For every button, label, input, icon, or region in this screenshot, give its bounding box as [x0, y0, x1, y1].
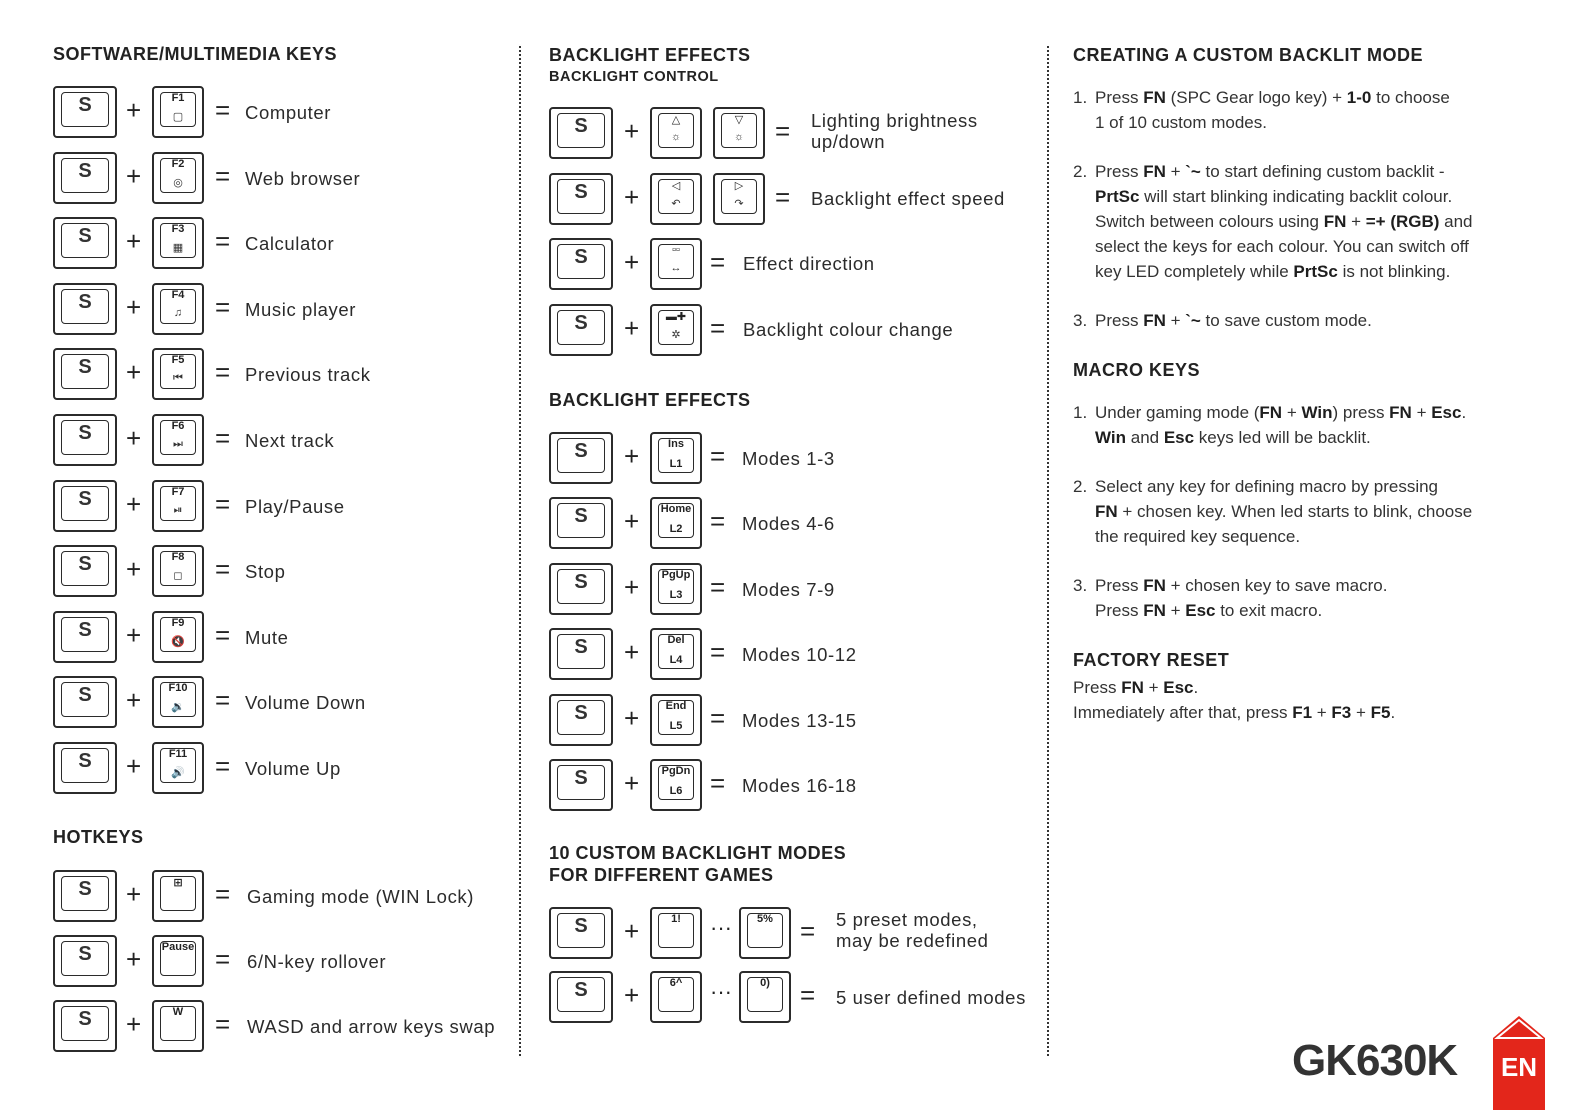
- key-bottom-label: L6: [669, 785, 683, 797]
- step-number: 2.: [1073, 477, 1088, 496]
- spc-logo-icon: S: [574, 246, 588, 269]
- backlight-key: [650, 107, 702, 159]
- plus-sign: +: [624, 441, 640, 471]
- shortcut-label: Next track: [245, 430, 335, 451]
- spc-logo-key: [53, 348, 117, 400]
- key-icon: ▢: [172, 111, 184, 123]
- ellipsis: ···: [710, 915, 732, 940]
- spc-logo-icon: S: [78, 225, 92, 248]
- step-number: 1.: [1073, 88, 1088, 107]
- plus-sign: +: [126, 226, 142, 257]
- function-key-f3: [152, 217, 204, 269]
- function-key-f9: [152, 611, 204, 663]
- key-icon: ✲: [671, 328, 681, 341]
- step-text: Press FN + chosen key to save macro. Press FN + Esc to exit macro.: [1095, 576, 1388, 620]
- spc-logo-icon: S: [78, 943, 92, 965]
- key-top-label: PgDn: [661, 765, 691, 777]
- mode-key-l3: [650, 563, 702, 615]
- shortcut-label: Computer: [245, 102, 332, 123]
- key-top-label: F4: [171, 288, 185, 301]
- shortcut-label: Previous track: [245, 364, 371, 386]
- key-top-label: 0): [760, 977, 770, 989]
- function-key-f1: [152, 86, 204, 138]
- equals-sign: =: [215, 619, 231, 650]
- key-icon: ☼: [733, 131, 745, 143]
- key-top-label: △: [671, 114, 681, 126]
- key-top-label: F9: [171, 616, 185, 629]
- spc-logo-key: [53, 676, 117, 728]
- backlight-label-line2: up/down: [811, 131, 886, 152]
- key-top-label: F6: [171, 420, 185, 432]
- spc-logo-key: [549, 971, 613, 1023]
- hotkeys-heading: HOTKEYS: [53, 827, 144, 847]
- plus-sign: +: [126, 357, 142, 388]
- equals-sign: =: [215, 879, 231, 909]
- spc-logo-key: [53, 935, 117, 987]
- spc-logo-icon: S: [574, 979, 588, 1001]
- spc-logo-key: [53, 545, 117, 597]
- backlight-label: Backlight colour change: [743, 318, 954, 340]
- plus-sign: +: [624, 980, 640, 1010]
- plus-sign: +: [126, 554, 142, 585]
- plus-sign: +: [624, 916, 640, 946]
- step-item: [1073, 474, 1543, 549]
- equals-sign: =: [710, 247, 726, 278]
- plus-sign: +: [624, 506, 640, 537]
- function-key-f4: [152, 283, 204, 335]
- step-text: Under gaming mode (FN + Win) press FN + Esc. Win and Esc keys led will be backlit.: [1095, 403, 1467, 447]
- mode-key-l5: [650, 694, 702, 746]
- plus-sign: +: [624, 702, 640, 733]
- spc-logo-icon: S: [78, 878, 92, 900]
- spc-logo-icon: S: [78, 750, 92, 772]
- spc-logo-icon: S: [78, 553, 92, 576]
- backlight-control-subheading: BACKLIGHT CONTROL: [549, 69, 719, 85]
- key-icon: ☼: [670, 131, 682, 143]
- step-number: 2.: [1073, 162, 1088, 181]
- custom-modes-heading: 10 CUSTOM BACKLIGHT MODES: [549, 843, 847, 863]
- step-text: Press FN (SPC Gear logo key) + 1-0 to choose 1 of 10 custom modes.: [1095, 88, 1450, 132]
- spc-logo-icon: S: [78, 1008, 92, 1030]
- spc-logo-icon: S: [574, 570, 588, 593]
- mode-label: Modes 13-15: [742, 709, 857, 731]
- function-key-f7: [152, 480, 204, 532]
- key-top-label: ▫▫: [672, 244, 680, 257]
- spc-logo-icon: S: [574, 440, 588, 462]
- key-top-label: End: [665, 699, 687, 712]
- spc-logo-icon: S: [574, 701, 588, 724]
- key-top-label: F5: [171, 354, 185, 367]
- factory-reset-heading: FACTORY RESET: [1073, 650, 1230, 670]
- key-icon: 🔊: [171, 767, 185, 779]
- key-icon: ↷: [734, 197, 744, 210]
- backlight-effects-heading: BACKLIGHT EFFECTS: [549, 45, 751, 65]
- mode-label: Modes 16-18: [742, 775, 857, 796]
- spc-logo-key: [53, 611, 117, 663]
- function-key-f10: [152, 676, 204, 728]
- plus-sign: +: [624, 181, 640, 212]
- spc-logo-icon: S: [78, 94, 92, 116]
- key-top-label: F11: [168, 748, 188, 760]
- hotkey-key: [152, 1000, 204, 1052]
- custom-mode-label: 5 user defined modes: [836, 987, 1026, 1008]
- key-top-label: 1!: [671, 913, 681, 925]
- spc-logo-key: [53, 870, 117, 922]
- ellipsis: ···: [710, 979, 732, 1004]
- step-item: [1073, 573, 1543, 623]
- key-top-label: Pause: [161, 941, 195, 953]
- spc-logo-key: [53, 283, 117, 335]
- shortcut-label: Calculator: [245, 233, 335, 255]
- number-key: [739, 971, 791, 1023]
- spc-logo-key: [549, 304, 613, 356]
- spc-logo-key: [549, 173, 613, 225]
- step-item: [1073, 400, 1543, 450]
- mode-label: Modes 1-3: [742, 448, 835, 469]
- step-text: Select any key for defining macro by pressing FN + chosen key. When led starts to blink, choose the required key sequence.: [1095, 477, 1473, 546]
- equals-sign: =: [710, 312, 726, 343]
- backlight-label: Backlight effect speed: [811, 187, 1005, 209]
- key-top-label: ▽: [734, 114, 744, 126]
- mode-label: Modes 10-12: [742, 644, 857, 666]
- equals-sign: =: [710, 768, 726, 798]
- equals-sign: =: [215, 95, 231, 125]
- spc-logo-key: [53, 152, 117, 204]
- hotkey-key: [152, 870, 204, 922]
- spc-logo-icon: S: [78, 290, 92, 313]
- spc-logo-icon: S: [574, 311, 588, 334]
- spc-logo-key: [549, 238, 613, 290]
- spc-logo-key: [53, 1000, 117, 1052]
- key-top-label: ▷: [734, 179, 744, 192]
- key-icon: 🔇: [171, 635, 185, 648]
- custom-mode-label-line2: may be redefined: [836, 930, 989, 951]
- plus-sign: +: [126, 291, 142, 322]
- spc-logo-key: [549, 628, 613, 680]
- equals-sign: =: [215, 685, 231, 716]
- language-badge: [1493, 1016, 1545, 1110]
- equals-sign: =: [775, 116, 791, 146]
- backlight-label: Effect direction: [743, 253, 875, 275]
- key-icon: ⏯: [173, 503, 183, 516]
- step-text: Press FN + `~ to save custom mode.: [1095, 311, 1372, 330]
- spc-logo-icon: S: [574, 505, 588, 528]
- equals-sign: =: [215, 291, 231, 322]
- spc-logo-icon: S: [574, 180, 588, 203]
- custom-modes-heading-line2: FOR DIFFERENT GAMES: [549, 865, 774, 885]
- macro-heading: MACRO KEYS: [1073, 360, 1201, 380]
- number-key: [650, 907, 702, 959]
- spc-logo-key: [549, 907, 613, 959]
- spc-logo-key: [53, 217, 117, 269]
- software-heading: SOFTWARE/MULTIMEDIA KEYS: [53, 44, 337, 64]
- spc-logo-icon: S: [78, 356, 92, 379]
- equals-sign: =: [215, 226, 231, 257]
- equals-sign: =: [215, 357, 231, 388]
- plus-sign: +: [126, 879, 142, 909]
- plus-sign: +: [126, 751, 142, 781]
- spc-logo-key: [53, 414, 117, 466]
- step-number: 3.: [1073, 311, 1088, 330]
- shortcut-label: Volume Up: [245, 758, 341, 779]
- key-icon: ↔: [670, 262, 682, 275]
- function-key-f6: [152, 414, 204, 466]
- plus-sign: +: [126, 95, 142, 125]
- column-divider: [519, 46, 521, 1056]
- spc-logo-icon: S: [78, 684, 92, 707]
- key-top-label: 6^: [669, 977, 683, 989]
- shortcut-label: Mute: [245, 626, 289, 648]
- key-bottom-label: L2: [669, 523, 683, 536]
- equals-sign: =: [710, 571, 726, 602]
- step-number: 1.: [1073, 403, 1088, 422]
- plus-sign: +: [624, 116, 640, 146]
- number-key: [650, 971, 702, 1023]
- spc-logo-icon: S: [78, 487, 92, 510]
- key-top-label: 5%: [757, 913, 773, 925]
- plus-sign: +: [126, 488, 142, 519]
- mode-key-l4: [650, 628, 702, 680]
- function-key-f2: [152, 152, 204, 204]
- backlight-key: [650, 238, 702, 290]
- key-top-label: F10: [168, 682, 188, 695]
- key-top-label: Del: [667, 634, 685, 647]
- equals-sign: =: [710, 441, 726, 471]
- plus-sign: +: [126, 423, 142, 453]
- equals-sign: =: [775, 181, 791, 212]
- backlight-effects-modes-heading: BACKLIGHT EFFECTS: [549, 390, 751, 410]
- plus-sign: +: [624, 247, 640, 278]
- hotkey-label: WASD and arrow keys swap: [247, 1016, 496, 1037]
- key-icon: ♫: [173, 306, 183, 319]
- shortcut-label: Stop: [245, 561, 286, 583]
- function-key-f8: [152, 545, 204, 597]
- creating-heading: CREATING A CUSTOM BACKLIT MODE: [1073, 45, 1423, 65]
- hotkey-label: Gaming mode (WIN Lock): [247, 886, 475, 907]
- step-text: Press FN + `~ to start defining custom backlit - PrtSc will start blinking indicating backlit colour. Switch between colours using FN + =+ (RGB) and select the keys for each colour. You can switch off key LED completely while PrtSc is not blinking.: [1095, 162, 1473, 281]
- key-icon: ◎: [173, 176, 183, 189]
- mode-label: Modes 4-6: [742, 513, 835, 535]
- mode-key-l1: [650, 432, 702, 484]
- spc-logo-icon: S: [78, 618, 92, 641]
- shortcut-label: Play/Pause: [245, 495, 345, 517]
- plus-sign: +: [126, 685, 142, 716]
- plus-sign: +: [126, 619, 142, 650]
- spc-logo-icon: S: [574, 636, 588, 659]
- spc-logo-key: [549, 694, 613, 746]
- plus-sign: +: [126, 160, 142, 191]
- key-top-label: F7: [171, 485, 185, 498]
- key-icon: ◻: [173, 570, 183, 583]
- key-top-label: ◁: [671, 179, 681, 192]
- spc-logo-icon: S: [574, 915, 588, 937]
- step-item: [1073, 308, 1543, 333]
- key-top-label: ▬✚: [665, 310, 687, 323]
- model-logo: GK630K: [1292, 1036, 1458, 1085]
- plus-sign: +: [624, 571, 640, 602]
- step-item: [1073, 159, 1543, 284]
- equals-sign: =: [215, 751, 231, 781]
- equals-sign: =: [710, 702, 726, 733]
- language-label: EN: [1500, 1052, 1538, 1082]
- equals-sign: =: [215, 1009, 231, 1039]
- key-top-label: Ins: [668, 438, 684, 450]
- equals-sign: =: [215, 423, 231, 453]
- key-top-label: F1: [171, 92, 185, 104]
- key-icon: ▦: [172, 242, 184, 255]
- spc-logo-icon: S: [78, 422, 92, 444]
- equals-sign: =: [215, 944, 231, 974]
- equals-sign: =: [215, 488, 231, 519]
- equals-sign: =: [800, 916, 816, 946]
- backlight-label: Lighting brightness: [811, 110, 978, 131]
- hotkey-label: 6/N-key rollover: [247, 951, 387, 972]
- mode-key-l2: [650, 497, 702, 549]
- key-top-label: Home: [660, 503, 692, 516]
- spc-logo-icon: S: [78, 159, 92, 182]
- key-top-label: ⊞: [173, 877, 183, 889]
- spc-logo-key: [53, 742, 117, 794]
- key-icon: 🔉: [171, 701, 185, 714]
- equals-sign: =: [215, 554, 231, 585]
- mode-label: Modes 7-9: [742, 578, 835, 600]
- key-icon: ⏭: [173, 438, 183, 450]
- spc-logo-icon: S: [574, 115, 588, 137]
- equals-sign: =: [710, 506, 726, 537]
- plus-sign: +: [624, 768, 640, 798]
- key-bottom-label: L5: [669, 719, 683, 732]
- function-key-f11: [152, 742, 204, 794]
- shortcut-label: Music player: [245, 298, 357, 320]
- equals-sign: =: [215, 160, 231, 191]
- spc-logo-key: [53, 86, 117, 138]
- plus-sign: +: [624, 312, 640, 343]
- key-icon: ↶: [671, 197, 681, 210]
- function-key-f5: [152, 348, 204, 400]
- key-icon: ⏮: [173, 372, 183, 385]
- spc-logo-key: [549, 759, 613, 811]
- plus-sign: +: [126, 944, 142, 974]
- spc-logo-key: [549, 497, 613, 549]
- mode-key-l6: [650, 759, 702, 811]
- spc-logo-key: [549, 107, 613, 159]
- hotkey-key: [152, 935, 204, 987]
- plus-sign: +: [624, 637, 640, 668]
- equals-sign: =: [710, 637, 726, 668]
- step-number: 3.: [1073, 576, 1088, 595]
- key-top-label: F2: [171, 157, 185, 170]
- shortcut-label: Web browser: [245, 167, 361, 189]
- factory-reset-body: Press FN + Esc. Immediately after that, press F1 + F3 + F5.: [1073, 678, 1396, 722]
- shortcut-label: Volume Down: [245, 692, 366, 714]
- key-top-label: F3: [171, 223, 185, 236]
- key-top-label: W: [172, 1006, 184, 1018]
- key-bottom-label: L4: [669, 654, 683, 667]
- equals-sign: =: [800, 980, 816, 1010]
- backlight-key: [713, 173, 765, 225]
- column-divider: [1047, 46, 1049, 1056]
- key-bottom-label: L1: [669, 458, 683, 470]
- key-top-label: F8: [171, 551, 185, 564]
- backlight-key: [713, 107, 765, 159]
- backlight-key: [650, 304, 702, 356]
- step-item: [1073, 85, 1543, 135]
- number-key: [739, 907, 791, 959]
- spc-logo-icon: S: [574, 767, 588, 789]
- custom-mode-label: 5 preset modes,: [836, 909, 978, 930]
- plus-sign: +: [126, 1009, 142, 1039]
- spc-logo-key: [549, 563, 613, 615]
- spc-logo-key: [549, 432, 613, 484]
- key-top-label: PgUp: [661, 568, 691, 581]
- key-bottom-label: L3: [669, 588, 683, 601]
- spc-logo-key: [53, 480, 117, 532]
- backlight-key: [650, 173, 702, 225]
